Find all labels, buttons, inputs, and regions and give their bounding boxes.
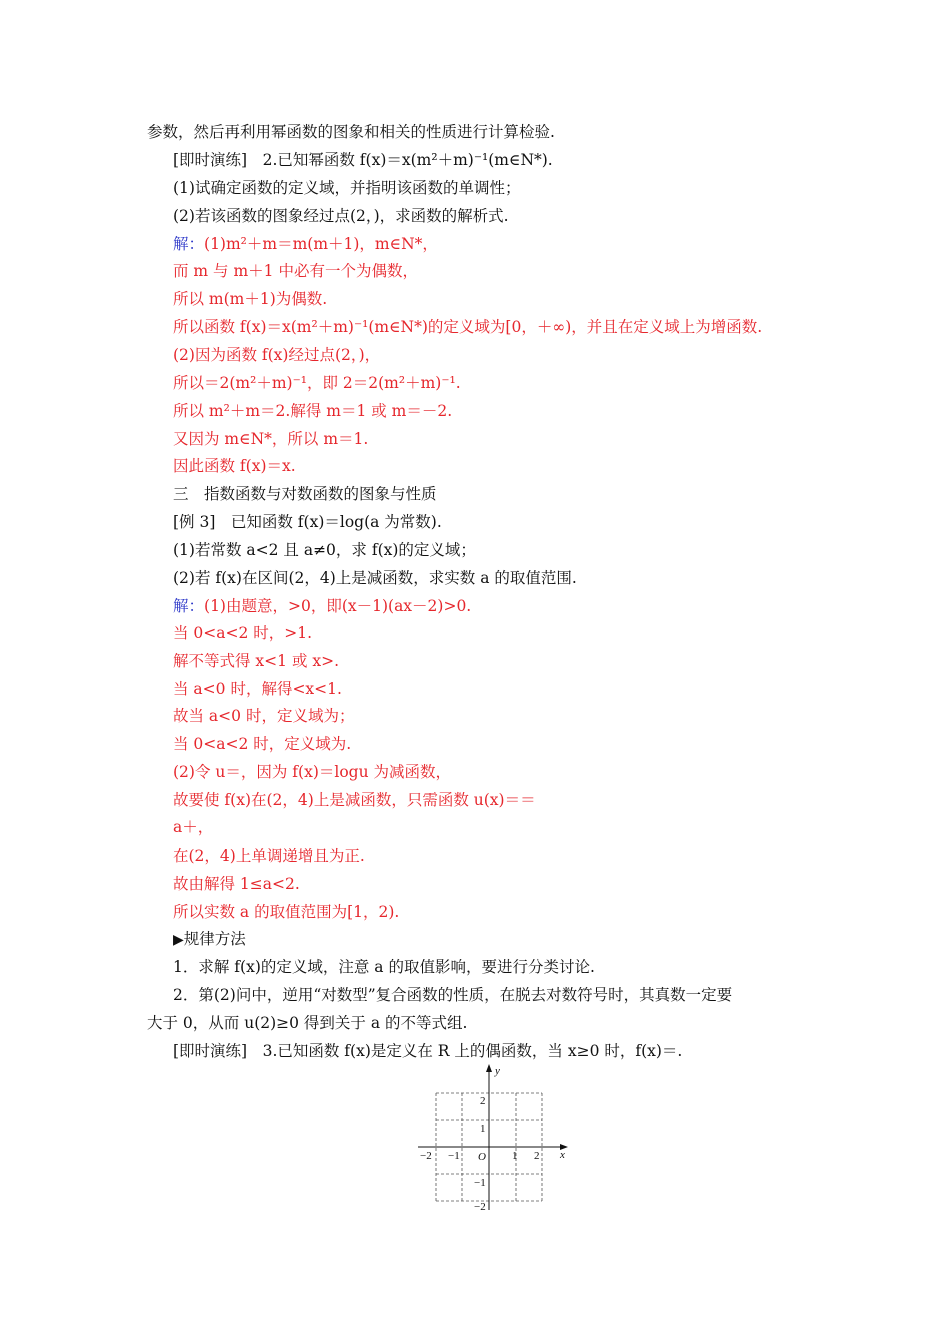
solution-line [173, 816, 213, 838]
line-text: 所以＝2(m²＋m)⁻¹，即 2＝2(m²＋m)⁻¹. [173, 374, 461, 392]
text-line [173, 956, 595, 978]
solution-line [173, 455, 296, 477]
solution-line [173, 733, 351, 755]
y-tick-label: −2 [474, 1201, 486, 1212]
line-text: (1)由题意，>0，即(x－1)(ax－2)>0. [204, 597, 472, 615]
solution-line [173, 233, 438, 255]
y-axis-arrow-icon [486, 1064, 492, 1072]
x-tick-label: −1 [448, 1150, 460, 1162]
line-text: (2)若该函数的图象经过点(2，)，求函数的解析式. [173, 207, 509, 225]
line-text: (1)m²＋m＝m(m＋1)，m∈N*， [204, 235, 438, 253]
text-line [173, 511, 442, 533]
line-text: [即时演练] 2.已知幂函数 f(x)＝x(m²＋m)⁻¹(m∈N*). [173, 151, 553, 169]
line-text: 所以 m(m＋1)为偶数. [173, 290, 328, 308]
origin-label: O [478, 1151, 486, 1163]
triangle-marker-icon: ▶ [173, 932, 184, 948]
text-line [173, 1040, 682, 1062]
y-axis-label: y [495, 1065, 500, 1077]
solution-line [173, 372, 461, 394]
line-text: 又因为 m∈N*，所以 m＝1. [173, 430, 369, 448]
line-text: (2)令 u＝，因为 f(x)＝logu 为减函数， [173, 763, 451, 781]
solution-line [173, 316, 762, 338]
solution-line [173, 845, 365, 867]
line-text: 故当 a<0 时，定义域为； [173, 707, 355, 725]
line-text: (2)若 f(x)在区间(2，4)上是减函数，求实数 a 的取值范围. [173, 569, 577, 587]
line-text: 1．求解 f(x)的定义域，注意 a 的取值影响，要进行分类讨论. [173, 958, 595, 976]
text-line [173, 984, 732, 1006]
solution-line [173, 288, 327, 310]
line-text: (1)试确定函数的定义域，并指明该函数的单调性； [173, 179, 521, 197]
line-text: 大于 0，从而 u(2)≥0 得到关于 a 的不等式组. [147, 1014, 468, 1032]
x-axis-label: x [560, 1149, 565, 1161]
text-line [173, 149, 553, 171]
text-line [147, 121, 555, 143]
x-tick-label: 2 [534, 1150, 540, 1162]
line-text: 解不等式得 x<1 或 x>. [173, 652, 340, 670]
solution-line [173, 622, 312, 644]
solution-line [173, 678, 342, 700]
text-line [147, 1012, 467, 1034]
line-text: 当 0<a<2 时，>1. [173, 624, 313, 642]
text-line [173, 928, 246, 951]
line-text: [即时演练] 3.已知函数 f(x)是定义在 R 上的偶函数，当 x≥0 时，f(x)＝. [173, 1042, 683, 1060]
x-tick-label: 1 [512, 1150, 518, 1162]
solution-line [173, 595, 471, 617]
solution-line [173, 344, 380, 366]
line-text: 故要使 f(x)在(2，4)上是减函数，只需函数 u(x)＝＝ [173, 791, 536, 809]
solution-line [173, 428, 368, 450]
solution-line [173, 705, 354, 727]
line-text: 规律方法 [183, 930, 246, 948]
text-line [173, 177, 520, 199]
solution-line [173, 761, 451, 783]
solution-line [173, 901, 399, 923]
y-tick-label: 2 [480, 1095, 486, 1107]
line-text: 当 a<0 时，解得<x<1. [173, 680, 342, 698]
line-text: (1)若常数 a<2 且 a≠0，求 f(x)的定义域； [173, 541, 476, 559]
line-text: 所以 m²＋m＝2.解得 m＝1 或 m＝－2. [173, 402, 453, 420]
line-text: 当 0<a<2 时，定义域为. [173, 735, 352, 753]
x-tick-label: −2 [420, 1150, 432, 1162]
solution-line [173, 650, 339, 672]
line-text: [例 3] 已知函数 f(x)＝log(a 为常数). [173, 513, 442, 531]
text-line [173, 483, 437, 505]
line-text: 2．第(2)问中，逆用“对数型”复合函数的性质，在脱去对数符号时，其真数一定要 [173, 986, 733, 1004]
solution-line [173, 260, 418, 282]
text-line [173, 567, 577, 589]
line-text: 所以函数 f(x)＝x(m²＋m)⁻¹(m∈N*)的定义域为[0，＋∞)，并且在定义域上为增函数. [173, 318, 763, 336]
line-text: 在(2，4)上单调递增且为正. [173, 847, 365, 865]
solution-prefix: 解： [173, 235, 205, 253]
line-text: 故由解得 1≤a<2. [173, 875, 300, 893]
solution-line [173, 873, 300, 895]
solution-line [173, 400, 452, 422]
line-text: a＋， [173, 818, 214, 836]
solution-line [173, 789, 536, 811]
line-text: 而 m 与 m＋1 中必有一个为偶数， [173, 262, 418, 280]
line-text: 三 指数函数与对数函数的图象与性质 [173, 485, 437, 503]
y-tick-label: −1 [474, 1177, 486, 1189]
solution-prefix: 解： [173, 597, 205, 615]
y-tick-label: 1 [480, 1123, 486, 1135]
line-text: 因此函数 f(x)＝x. [173, 457, 296, 475]
line-text: 参数，然后再利用幂函数的图象和相关的性质进行计算检验. [147, 123, 555, 141]
text-line [173, 205, 509, 227]
coordinate-grid-figure [412, 1062, 572, 1212]
line-text: 所以实数 a 的取值范围为[1，2). [173, 903, 400, 921]
text-line [173, 539, 476, 561]
line-text: (2)因为函数 f(x)经过点(2，)， [173, 346, 381, 364]
